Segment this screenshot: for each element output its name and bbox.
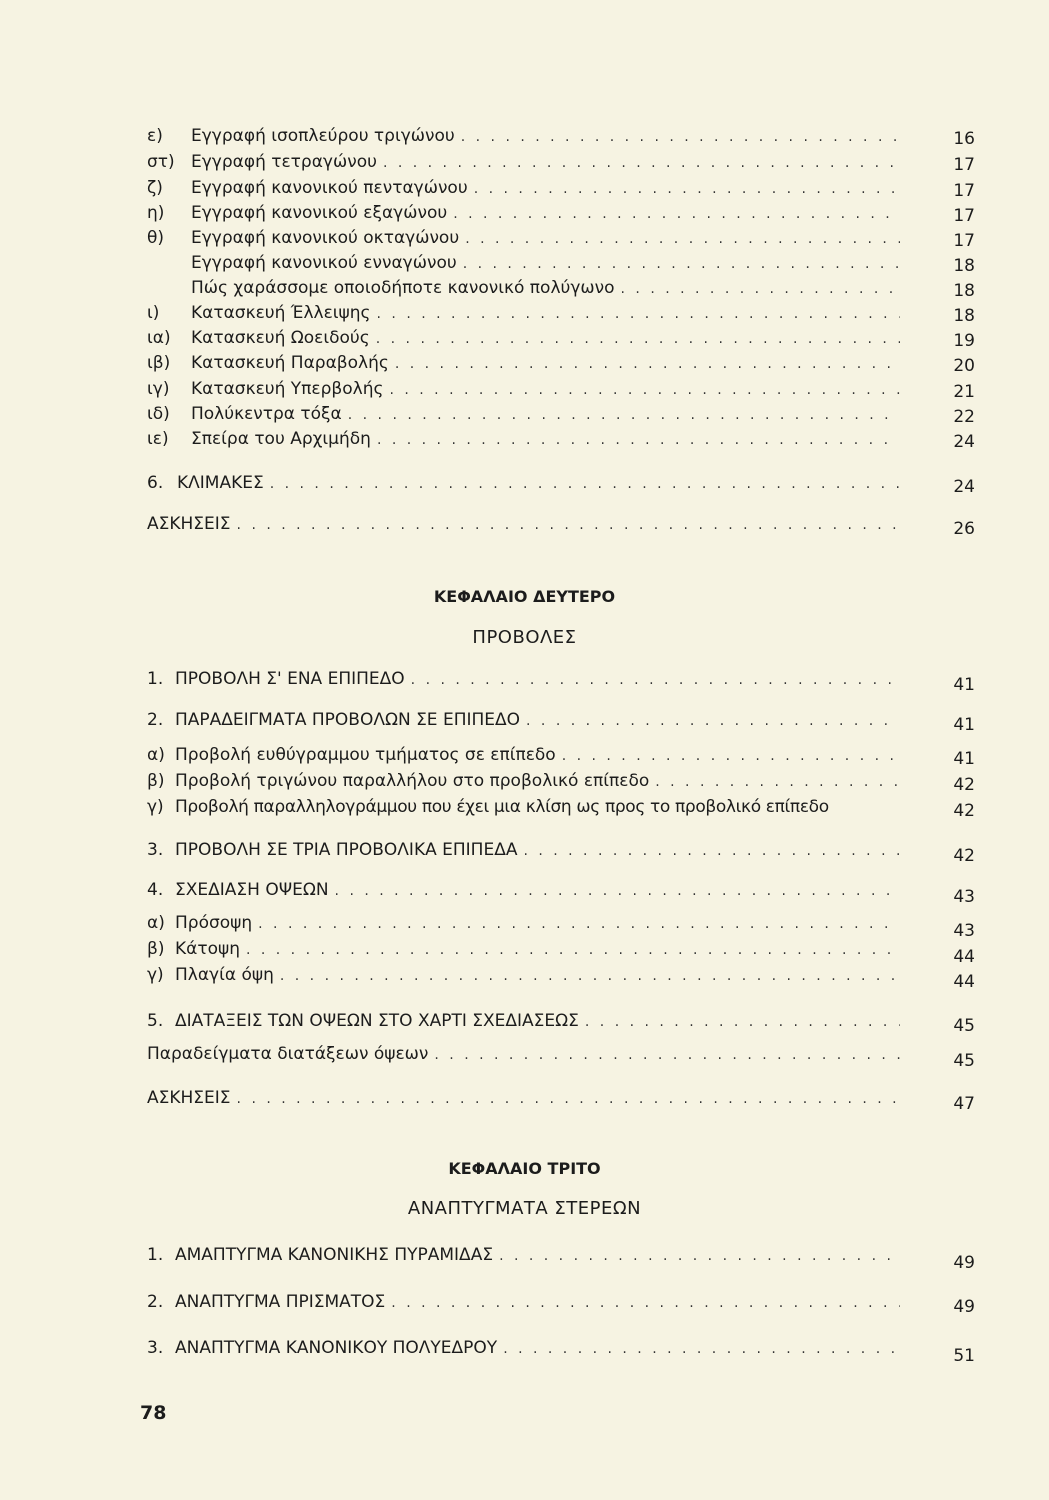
toc-entry (0, 1011, 900, 1031)
toc-entry (0, 328, 900, 348)
entry-title: Εγγραφή κανονικού οκταγώνου (191, 228, 460, 248)
dot-leader (246, 941, 900, 959)
entry-page: 17 (953, 181, 975, 201)
toc-entry (0, 840, 900, 860)
entry-number: 5. (147, 1011, 164, 1031)
entry-title: ΑΣΚΗΣΕΙΣ (147, 514, 231, 534)
chapter-title: ΠΡΟΒΟΛΕΣ (472, 627, 577, 648)
toc-entry (0, 669, 900, 689)
entry-number: ε) (147, 126, 163, 146)
toc-entry (0, 1088, 900, 1108)
entry-title: Κατασκευή Παραβολής (191, 353, 389, 373)
dot-leader (526, 712, 900, 730)
entry-page: 42 (953, 775, 975, 795)
entry-title: Κάτοψη (175, 939, 240, 959)
toc-entry (0, 126, 900, 146)
entry-page: 24 (953, 477, 975, 497)
toc-entry (0, 710, 900, 730)
entry-title: Πώς χαράσσομε οποιοδήποτε κανονικό πολύγωνο (191, 278, 615, 298)
entry-title: ΚΛΙΜΑΚΕΣ (177, 473, 264, 493)
toc-entry (0, 1292, 900, 1312)
toc-entry (0, 473, 900, 493)
dot-leader (348, 406, 900, 424)
dot-leader (377, 305, 900, 323)
dot-leader (461, 128, 900, 146)
entry-title: Πλαγία όψη (175, 965, 274, 985)
entry-number: ι) (147, 303, 160, 323)
toc-entry (0, 880, 900, 900)
entry-title: ΣΧΕΔΙΑΣΗ ΟΨΕΩΝ (175, 880, 329, 900)
toc-entry (0, 797, 910, 817)
dot-leader (335, 882, 900, 900)
entry-number: γ) (147, 797, 164, 817)
entry-page: 24 (953, 432, 975, 452)
entry-title: ΠΡΟΒΟΛΗ Σ' ΕΝΑ ΕΠΙΠΕΔΟ (175, 669, 405, 689)
entry-page: 41 (953, 749, 975, 769)
chapter-title: ΑΝΑΠΤΥΓΜΑΤΑ ΣΤΕΡΕΩΝ (407, 1198, 642, 1219)
dot-leader (280, 967, 900, 985)
toc-entry (0, 203, 900, 223)
entry-number: γ) (147, 965, 164, 985)
dot-leader (453, 205, 900, 223)
toc-entry (0, 1044, 900, 1064)
entry-number: θ) (147, 228, 165, 248)
page-number: 78 (140, 1402, 167, 1424)
entry-title: ΑΣΚΗΣΕΙΣ (147, 1088, 231, 1108)
entry-number: ιβ) (147, 353, 171, 373)
entry-number: 2. (147, 1292, 164, 1312)
entry-title: Εγγραφή κανονικού εξαγώνου (191, 203, 448, 223)
entry-page: 21 (953, 382, 975, 402)
entry-number: 3. (147, 1338, 164, 1358)
dot-leader (411, 671, 900, 689)
entry-title: Σπείρα του Αρχιμήδη (191, 429, 371, 449)
entry-number: 1. (147, 1245, 164, 1265)
entry-number: ιε) (147, 429, 169, 449)
entry-title: ΠΡΟΒΟΛΗ ΣΕ ΤΡΙΑ ΠΡΟΒΟΛΙΚΑ ΕΠΙΠΕΔΑ (175, 840, 518, 860)
entry-number: η) (147, 203, 165, 223)
entry-number: β) (147, 771, 165, 791)
entry-title: Παραδείγματα διατάξεων όψεων (147, 1044, 429, 1064)
entry-title: Προβολή παραλληλογράμμου που έχει μια κλίση ως προς το προβολικό επίπεδο (175, 797, 829, 817)
entry-page: 43 (953, 887, 975, 907)
entry-page: 19 (953, 331, 975, 351)
entry-number: 3. (147, 840, 164, 860)
entry-page: 42 (953, 846, 975, 866)
toc-entry (0, 1338, 900, 1358)
toc-entry (0, 429, 900, 449)
dot-leader (237, 1090, 900, 1108)
entry-page: 17 (953, 231, 975, 251)
toc-entry (0, 939, 900, 959)
entry-page: 17 (953, 155, 975, 175)
entry-page: 18 (953, 256, 975, 276)
entry-number: ιδ) (147, 404, 170, 424)
dot-leader (463, 255, 900, 273)
toc-entry (0, 379, 900, 399)
toc-entry (0, 771, 900, 791)
dot-leader (503, 1340, 900, 1358)
entry-page: 43 (953, 921, 975, 941)
entry-title: Πρόσοψη (175, 913, 253, 933)
entry-title: Εγγραφή ισοπλεύρου τριγώνου (191, 126, 455, 146)
dot-leader (395, 355, 900, 373)
toc-entry (0, 965, 900, 985)
toc-entry (0, 278, 900, 298)
entry-title: Προβολή τριγώνου παραλλήλου στο προβολικό επίπεδο (175, 771, 650, 791)
dot-leader (474, 180, 900, 198)
entry-title: Κατασκευή Έλλειψης (191, 303, 371, 323)
entry-page: 49 (953, 1297, 975, 1317)
entry-page: 41 (953, 675, 975, 695)
entry-number: 4. (147, 880, 164, 900)
entry-page: 49 (953, 1253, 975, 1273)
toc-entry (0, 514, 900, 534)
entry-page: 18 (953, 281, 975, 301)
entry-title: Προβολή ευθύγραμμου τμήματος σε επίπεδο (175, 745, 556, 765)
dot-leader (389, 381, 900, 399)
entry-title: Εγγραφή κανονικού ενναγώνου (191, 253, 457, 273)
toc-entry (0, 228, 900, 248)
entry-number: 1. (147, 669, 164, 689)
toc-entry (0, 303, 900, 323)
dot-leader (434, 1046, 900, 1064)
entry-title: ΔΙΑΤΑΞΕΙΣ ΤΩΝ ΟΨΕΩΝ ΣΤΟ ΧΑΡΤΙ ΣΧΕΔΙΑΣΕΩΣ (175, 1011, 579, 1031)
toc-entry (0, 152, 900, 172)
entry-page: 45 (953, 1051, 975, 1071)
dot-leader (237, 516, 900, 534)
entry-title: Εγγραφή κανονικού πενταγώνου (191, 178, 468, 198)
dot-leader (376, 330, 900, 348)
dot-leader (562, 747, 900, 765)
chapter-label: ΚΕΦΑΛΑΙΟ ΤΡΙΤΟ (448, 1159, 601, 1178)
entry-page: 22 (953, 407, 975, 427)
entry-number: ζ) (147, 178, 163, 198)
toc-entry (0, 745, 900, 765)
entry-number: ιγ) (147, 379, 170, 399)
dot-leader (377, 431, 900, 449)
entry-page: 47 (953, 1094, 975, 1114)
toc-entry (0, 404, 900, 424)
dot-leader (465, 230, 900, 248)
entry-page: 45 (953, 1016, 975, 1036)
entry-number: ια) (147, 328, 171, 348)
entry-title: ΑΜΑΠΤΥΓΜΑ ΚΑΝΟΝΙΚΗΣ ΠΥΡΑΜΙΔΑΣ (175, 1245, 494, 1265)
entry-number: β) (147, 939, 165, 959)
dot-leader (391, 1294, 900, 1312)
dot-leader (258, 915, 900, 933)
entry-title: Κατασκευή Υπερβολής (191, 379, 384, 399)
dot-leader (523, 842, 900, 860)
entry-page: 44 (953, 947, 975, 967)
entry-page: 51 (953, 1346, 975, 1366)
entry-title: ΠΑΡΑΔΕΙΓΜΑΤΑ ΠΡΟΒΟΛΩΝ ΣΕ ΕΠΙΠΕΔΟ (175, 710, 521, 730)
dot-leader (655, 773, 900, 791)
entry-page: 20 (953, 356, 975, 376)
toc-entry (0, 1245, 900, 1265)
chapter-label: ΚΕΦΑΛΑΙΟ ΔΕΥΤΕΡΟ (433, 587, 616, 606)
toc-entry (0, 353, 900, 373)
dot-leader (270, 475, 900, 493)
toc-entry (0, 253, 900, 273)
dot-leader (383, 154, 900, 172)
entry-page: 18 (953, 306, 975, 326)
entry-title: Εγγραφή τετραγώνου (191, 152, 377, 172)
entry-page: 17 (953, 206, 975, 226)
entry-page: 26 (953, 519, 975, 539)
entry-number: α) (147, 913, 165, 933)
toc-entry (0, 913, 900, 933)
dot-leader (621, 280, 900, 298)
entry-title: ΑΝΑΠΤΥΓΜΑ ΚΑΝΟΝΙΚΟΥ ΠΟΛΥΕΔΡΟΥ (175, 1338, 498, 1358)
entry-page: 41 (953, 715, 975, 735)
toc-entry (0, 178, 900, 198)
entry-title: ΑΝΑΠΤΥΓΜΑ ΠΡΙΣΜΑΤΟΣ (175, 1292, 386, 1312)
entry-page: 42 (953, 801, 975, 821)
entry-page: 44 (953, 972, 975, 992)
dot-leader (499, 1247, 900, 1265)
entry-page: 16 (953, 129, 975, 149)
entry-title: Κατασκευή Ωοειδούς (191, 328, 370, 348)
entry-number: α) (147, 745, 165, 765)
dot-leader (585, 1013, 900, 1031)
entry-number: 2. (147, 710, 164, 730)
entry-number: 6. (147, 473, 164, 493)
entry-number: στ) (147, 152, 175, 172)
entry-title: Πολύκεντρα τόξα (191, 404, 342, 424)
